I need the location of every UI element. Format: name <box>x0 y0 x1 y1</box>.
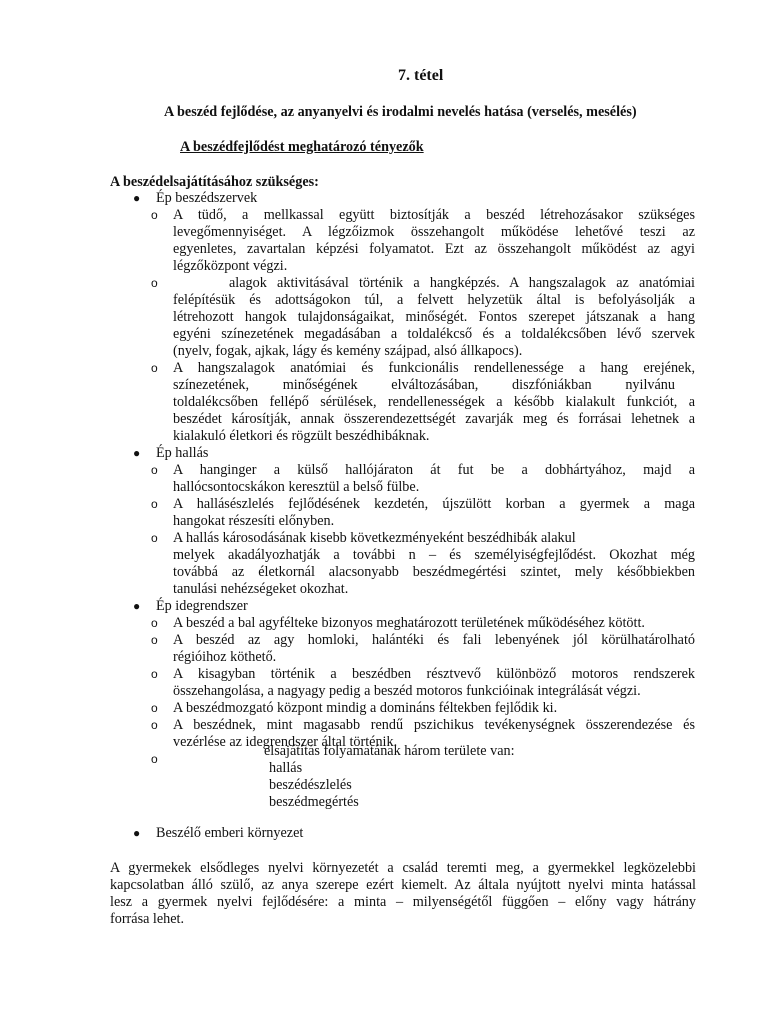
list-item-line: egyéni színezetének megadásában a toldalékcső és a toldalékcsőben lévő szervek <box>173 326 695 342</box>
list-item-line: A hangszalagok anatómiai és funkcionális rendellenessége a hang erejének, <box>173 360 695 376</box>
sub-bullet-icon: o <box>151 633 158 647</box>
list-item-line: A beszéd a bal agyfélteke bizonyos meghatározott területének működéséhez kötött. <box>173 615 645 631</box>
list-item-line: A beszédnek, mint magasabb rendű pszichikus tevékenységnek összerendezése és <box>173 717 695 733</box>
list-item-line: levegőmennyiséget. A légzőizmok összehangolt működése lehetővé teszi az <box>173 224 695 240</box>
area-item: beszédmegértés <box>269 794 359 810</box>
list-item-line: régióihoz köthető. <box>173 649 277 665</box>
sub-bullet-icon: o <box>151 361 158 375</box>
bullet-icon: ● <box>133 446 141 460</box>
list-item-line: összehangolása, a nagyagy pedig a beszéd motoros funkcióinak integrálását végzi. <box>173 683 641 699</box>
group-label-speech-organs: Ép beszédszervek <box>156 190 258 206</box>
list-item-line: hallócsontocskákon keresztül a belső fülbe. <box>173 479 420 495</box>
closing-paragraph-line: lesz a gyermek nyelvi fejlődésére: a minta – milyenségétől függően – előny vagy hátrány <box>110 894 696 910</box>
document-subtitle: A beszéd fejlődése, az anyanyelvi és irodalmi nevelés hatása (verselés, mesélés) <box>164 104 637 120</box>
list-item-line: továbbá az életkornál alacsonyabb beszédmegértési szintet, mely későbbiekben <box>173 564 695 580</box>
sub-bullet-icon: o <box>151 497 158 511</box>
list-item-line: elsajátítás folyamatának három területe van: <box>264 743 515 759</box>
list-item-line: A hanginger a külső hallójáraton át fut be a dobhártyához, majd a <box>173 462 695 478</box>
closing-paragraph-line: kapcsolatban álló szülő, az anya szerepe ezért kiemelt. Az általa nyújtott nyelvi minta hatással <box>110 877 696 893</box>
area-item: hallás <box>269 760 303 776</box>
list-item-line: kialakuló életkori és rögzült beszédhibáknak. <box>173 428 430 444</box>
list-item-line: beszédet károsítják, annak összerendezettségét zavarják meg és forrásai lehetnek a <box>173 411 695 427</box>
sub-bullet-icon: o <box>151 531 158 545</box>
intro-line: A beszédelsajátításához szükséges: <box>110 174 319 190</box>
list-item-line: A beszédmozgató központ mindig a domináns féltekben fejlődik ki. <box>173 700 558 716</box>
list-item-line: vezérlése az idegrendszer által történik. <box>173 734 398 750</box>
sub-bullet-icon: o <box>151 616 158 630</box>
closing-paragraph-line: A gyermekek elsődleges nyelvi környezetét a család teremti meg, a gyermekkel legközelebbi <box>110 860 696 876</box>
list-item-line: A tüdő, a mellkassal együtt biztosítják a beszéd létrehozásakor szükséges <box>173 207 695 223</box>
bullet-icon: ● <box>133 191 141 205</box>
group-label-environment: Beszélő emberi környezet <box>156 825 304 841</box>
sub-bullet-icon: o <box>151 463 158 477</box>
list-item-line: melyek akadályozhatják a további n – és személyiségfejlődést. Okozhat még <box>173 547 695 563</box>
list-item-line: színezetének, minőségének elváltozásában, diszfóniákban nyilvánu <box>173 377 675 393</box>
sub-bullet-icon: o <box>151 276 158 290</box>
list-item-line: légzőközpont végzi. <box>173 258 288 274</box>
sub-bullet-icon: o <box>151 752 158 766</box>
list-item-line: toldalékcsőben fellépő sérülések, rendellenességek a később kialakult funkciót, a <box>173 394 695 410</box>
bullet-icon: ● <box>133 826 141 840</box>
sub-bullet-icon: o <box>151 718 158 732</box>
list-item-line: alagok aktivitásával történik a hangképzés. A hangszalagok az anatómiai <box>229 275 695 291</box>
list-item-line: A hallás károsodásának kisebb következményeként beszédhibák alakul <box>173 530 576 546</box>
list-item-line: (nyelv, fogak, ajkak, lágy és kemény szájpad, alsó állkapocs). <box>173 343 523 359</box>
list-item-line: egyenletes, zavartalan képzési folyamatot. Ezt az összehangolt működést az agyi <box>173 241 695 257</box>
list-item-line: hangokat részesíti előnyben. <box>173 513 335 529</box>
bullet-icon: ● <box>133 599 141 613</box>
list-item-line: A hallásészlelés fejlődésének kezdetén, újszülött korban a gyermek a maga <box>173 496 695 512</box>
sub-bullet-icon: o <box>151 208 158 222</box>
list-item-line: létrehozott hangok tulajdonságaikat, minőségét. Fontos szerepet játszanak a hang <box>173 309 695 325</box>
list-item-line: tanulási nehézségeket okozhat. <box>173 581 349 597</box>
sub-bullet-icon: o <box>151 667 158 681</box>
document-title: 7. tétel <box>398 67 444 84</box>
section-heading: A beszédfejlődést meghatározó tényezők <box>180 139 424 155</box>
list-item-line: A beszéd az agy homloki, halántéki és fali lebenyének jól körülhatárolható <box>173 632 695 648</box>
list-item-line: felépítésük és adottságokon túl, a felvett helyzetük által is befolyásolják a <box>173 292 695 308</box>
list-item-line: A kisagyban történik a beszédben résztvevő különböző motoros rendszerek <box>173 666 695 682</box>
area-item: beszédészlelés <box>269 777 352 793</box>
group-label-hearing: Ép hallás <box>156 445 209 461</box>
group-label-nervous-system: Ép idegrendszer <box>156 598 248 614</box>
closing-paragraph-line: forrása lehet. <box>110 911 185 927</box>
sub-bullet-icon: o <box>151 701 158 715</box>
